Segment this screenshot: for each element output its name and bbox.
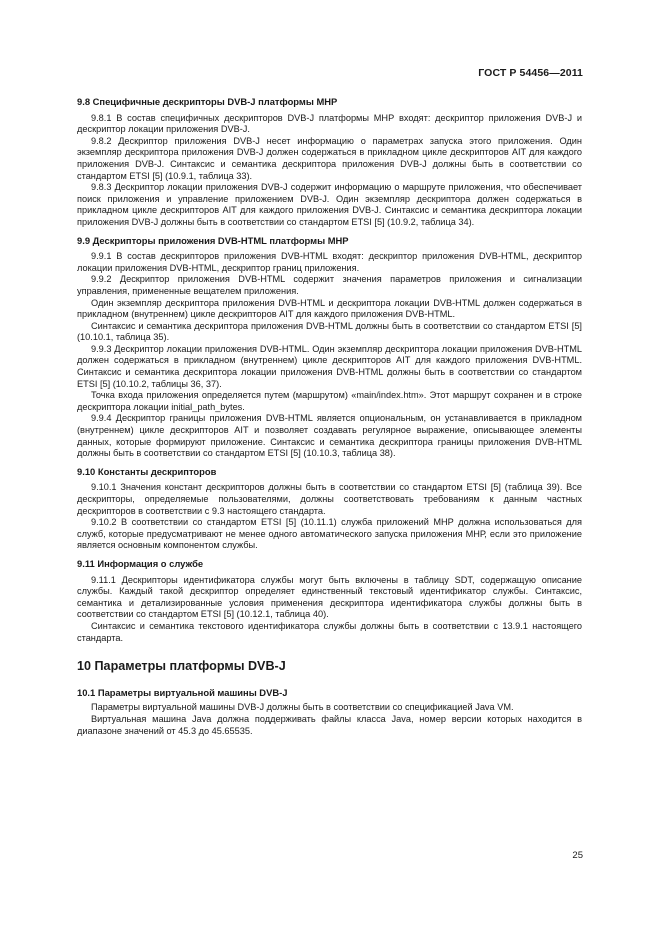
section-heading-9-9: 9.9 Дескрипторы приложения DVB-HTML платформы МНР: [77, 234, 349, 246]
document-id-header: ГОСТ Р 54456—2011: [478, 67, 583, 79]
section-heading-9-8: 9.8 Специфичные дескрипторы DVB-J платформы МНР: [77, 96, 338, 107]
paragraph: 9.9.3 Дескриптор локации приложения DVB-HTML. Один экземпляр дескриптора локации приложения DVB-HTML должен содержаться в прикладном (внутреннем) цикле дескрипторов AIT для каждого приложения DVB-HTML. Синтаксис и семантика дескриптора локации приложения DVB-HTML должны быть в соответствии со стандартом ETSI [5] (10.10.2, таблицы 36, 37).: [77, 343, 582, 389]
section-heading-9-10: 9.10 Константы дескрипторов: [77, 465, 217, 477]
paragraph: 9.11.1 Дескрипторы идентификатора службы могут быть включены в таблицу SDT, содержащую описание службы. Каждый такой дескриптор определяет единственный текстовый идентификатор службы. Синтаксис, семантика и детализированные условия применения дескриптора идентификатора службы должны быть в соответствии со стандартом ETSI [5] (10.12.1, таблица 40).: [77, 574, 582, 620]
paragraph: Один экземпляр дескриптора приложения DVB-HTML и дескриптора локации DVB-HTML должен содержаться в прикладном (внутреннем) цикле дескрипторов AIT для каждого приложения DVB-HTML.: [77, 297, 582, 320]
paragraph: 9.9.2 Дескриптор приложения DVB-HTML содержит значения параметров приложения и сигнализации управления, примененные вещателем приложения.: [77, 274, 582, 296]
paragraph: Точка входа приложения определяется путем (маршрутом) «main/index.htm». Этот маршрут сохранен и в строке дескриптора локации initial_path_bytes.: [77, 390, 582, 412]
paragraph: Виртуальная машина Java должна поддерживать файлы класса Java, номер версии которых находится в диапазоне значений от 45.3 до 45.65535.: [77, 713, 582, 736]
chapter-heading-10: 10 Параметры платформы DVB-J: [77, 659, 286, 674]
paragraph: Синтаксис и семантика дескриптора приложения DVB-HTML должны быть в соответствии со стандартом ETSI [5] (10.10.1, таблица 35).: [77, 320, 582, 343]
paragraph: 9.9.1 В состав дескрипторов приложения DVB-HTML входят: дескриптор приложения DVB-HTML, дескриптор локации приложения DVB-HTML, дескриптор границ приложения.: [77, 251, 582, 273]
paragraph: 9.9.4 Дескриптор границы приложения DVB-HTML является опциональным, он устанавливается в прикладном (внутреннем) цикле дескрипторов AIT и позволяет создавать регулярное выражение, описывающее элементы данных, которые формируют приложение. Синтаксис и семантика дескриптора границы приложения DVB-HTML должны быть в соответствии со стандартом ETSI [5] (10.10.3, таблица 38).: [77, 413, 582, 459]
paragraph: Параметры виртуальной машины DVB-J должны быть в соответствии со спецификацией Java VM.: [91, 702, 514, 713]
page-number: 25: [572, 850, 583, 861]
paragraph: 9.10.2 В соответствии со стандартом ETSI [5] (10.11.1) служба приложений МНР должна использоваться для служб, которые предусматривают не менее одного автоматического запуска приложения МНР, если это приложение является основным компонентом службы.: [77, 517, 582, 551]
paragraph: 9.8.2 Дескриптор приложения DVB-J несет информацию о параметрах запуска этого приложения. Один экземпляр дескриптора приложения DVB-J должен содержаться в прикладном цикле дескрипторов AIT для каждого приложения DVB-J. Синтаксис и семантика дескриптора приложения DVB-J должны быть в соответствии со стандартом ETSI [5] (10.9.1, таблица 33).: [77, 135, 582, 181]
paragraph: 9.8.1 В состав специфичных дескрипторов DVB-J платформы МНР входят: дескриптор приложения DVB-J и дескриптор локации приложения DVB-J.: [77, 112, 582, 135]
paragraph: Синтаксис и семантика текстового идентификатора службы должны быть в соответствии с 13.9.1 настоящего стандарта.: [77, 620, 582, 643]
page-body: [77, 96, 582, 737]
paragraph: 9.8.3 Дескриптор локации приложения DVB-J содержит информацию о маршруте приложения, что обеспечивает поиск приложения и управление приложением DVB-J. Один экземпляр дескриптора должен содержаться в прикладном цикле дескрипторов AIT для каждого приложения DVB-J. Синтаксис и семантика дескриптора локации приложения DVB-J должны быть в соответствии со стандартом ETSI [5] (10.9.2, таблица 34).: [77, 182, 582, 227]
paragraph: 9.10.1 Значения констант дескрипторов должны быть в соответствии со стандартом ETSI [5] (таблица 39). Все дескрипторы, определяемые пользователями, должны соответствовать требованиям к данным частных дескрипторов в соответствии с 9.3 настоящего стандарта.: [77, 482, 582, 516]
section-heading-9-11: 9.11 Информация о службе: [77, 557, 204, 569]
section-heading-10-1: 10.1 Параметры виртуальной машины DVB-J: [77, 686, 288, 698]
